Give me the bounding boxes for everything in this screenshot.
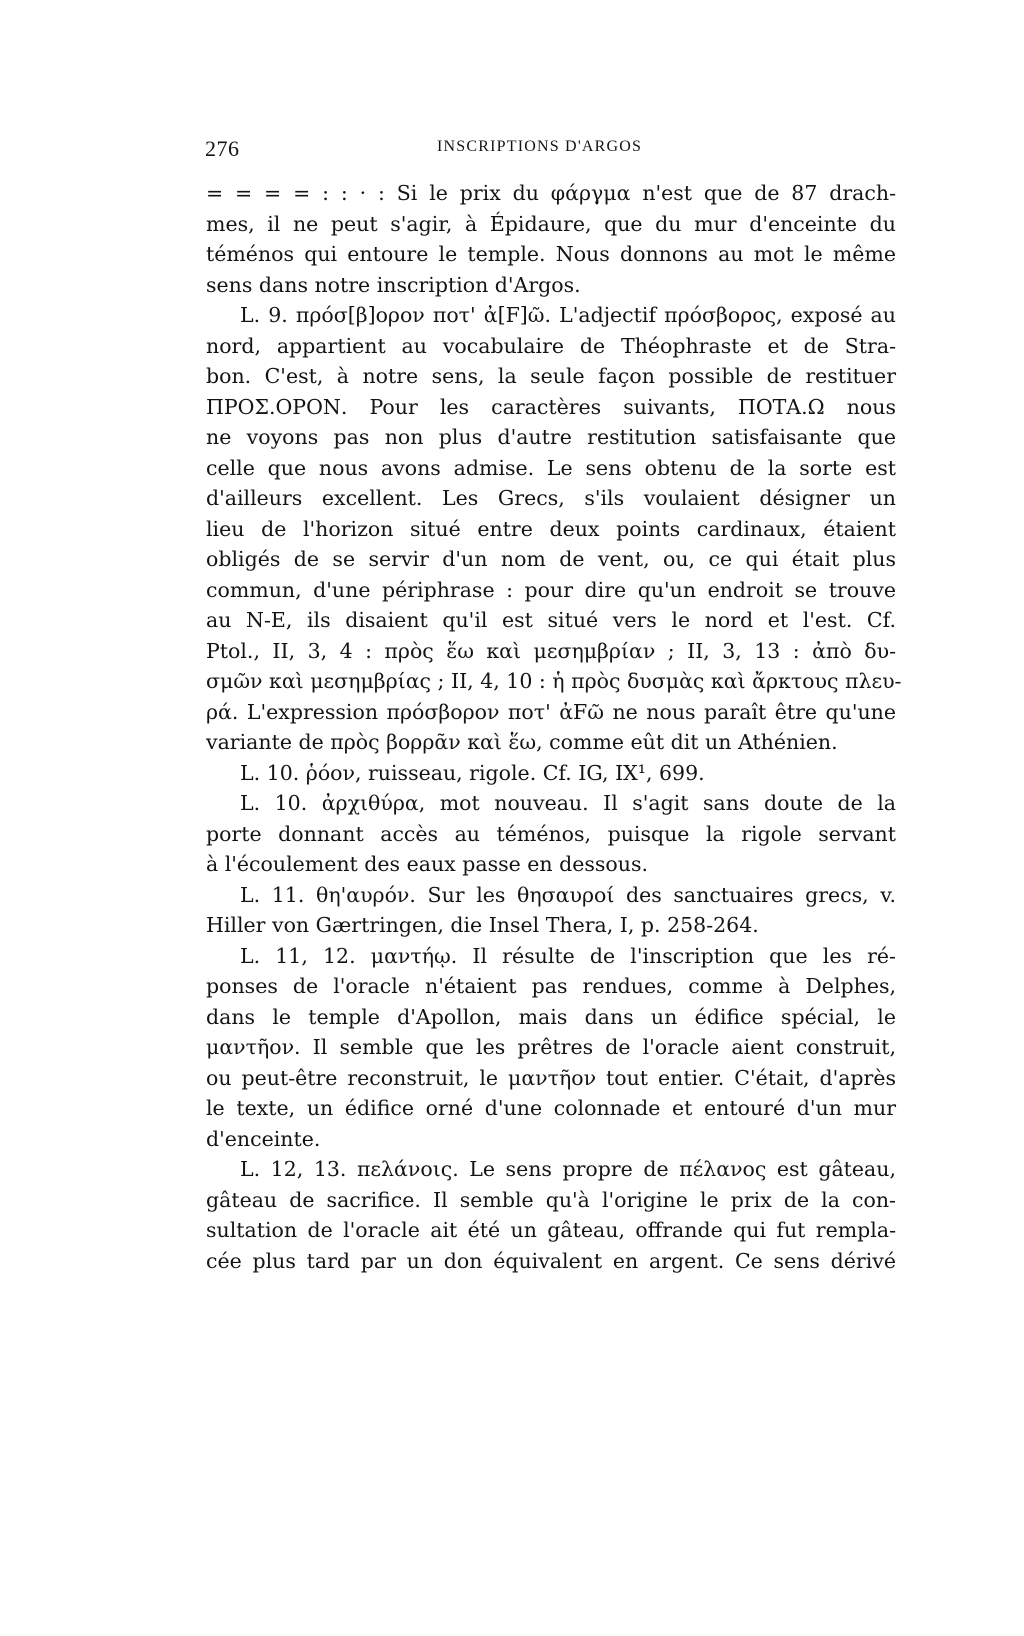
text-line: ΠΡΟΣ.ΟΡΟΝ. Pour les caractères suivants, ΠΟΤΑ.Ω nous <box>206 394 896 419</box>
text-line: ponses de l'oracle n'étaient pas rendues, comme à Delphes, <box>206 974 896 998</box>
text-line: nord, appartient au vocabulaire de Théophraste et de Stra- <box>206 333 896 358</box>
text-line: celle que nous avons admise. Le sens obtenu de la sorte est <box>206 455 896 480</box>
text-line: L. 10. ἀρχιθύρα, mot nouveau. Il s'agit sans doute de la <box>240 791 896 815</box>
text-line: sultation de l'oracle ait été un gâteau, offrande qui fut rempla- <box>206 1218 896 1242</box>
text-line: Hiller von Gærtringen, die Insel Thera, I, p. 258-264. <box>206 913 759 937</box>
text-line: commun, d'une périphrase : pour dire qu'un endroit se trouve <box>206 577 896 602</box>
text-line: ou peut-être reconstruit, le μαντῆον tout entier. C'était, d'après <box>206 1065 896 1090</box>
text-line: ρά. L'expression πρόσβορον ποτ' ἀFῶ ne nous paraît être qu'une <box>206 699 896 724</box>
text-line: téménos qui entoure le temple. Nous donnons au mot le même <box>206 242 896 266</box>
text-line: variante de πρὸς βορρᾶν καὶ ἕω, comme eût dit un Athénien. <box>206 730 838 754</box>
page-number: 276 <box>205 136 240 161</box>
text-line: L. 9. πρόσ[β]ορον ποτ' ἀ[F]ῶ. L'adjectif πρόσβορος, exposé au <box>240 303 896 327</box>
text-line: lieu de l'horizon situé entre deux points cardinaux, étaient <box>206 516 896 541</box>
running-title: INSCRIPTIONS D'ARGOS <box>437 138 643 155</box>
text-line: L. 11, 12. μαντήῳ. Il résulte de l'inscription que les ré- <box>240 943 896 968</box>
text-line: = = = = : : · : Si le prix du φάργμα n'est que de 87 drach- <box>206 181 896 205</box>
text-line: sens dans notre inscription d'Argos. <box>206 272 581 297</box>
text-line: L. 10. ῥόον, ruisseau, rigole. Cf. IG, IX¹, 699. <box>240 760 705 785</box>
text-line: d'enceinte. <box>206 1126 321 1151</box>
text-line: porte donnant accès au téménos, puisque la rigole servant <box>206 821 896 846</box>
text-line: le texte, un édifice orné d'une colonnade et entouré d'un mur <box>206 1096 896 1120</box>
text-line: Ptol., II, 3, 4 : πρὸς ἕω καὶ μεσημβρίαν ; II, 3, 13 : ἀπὸ δυ- <box>206 638 896 663</box>
text-line: à l'écoulement des eaux passe en dessous. <box>206 852 648 876</box>
running-head <box>0 128 1024 168</box>
text-line: L. 12, 13. πελάνοις. Le sens propre de πέλανος est gâteau, <box>240 1157 896 1181</box>
text-line: au N-E, ils disaient qu'il est situé vers le nord et l'est. Cf. <box>206 608 896 632</box>
text-line: d'ailleurs excellent. Les Grecs, s'ils voulaient désigner un <box>206 486 896 510</box>
text-line: dans le temple d'Apollon, mais dans un édifice spécial, le <box>206 1004 896 1029</box>
text-line: σμῶν καὶ μεσημβρίας ; II, 4, 10 : ἡ πρὸς δυσμὰς καὶ ἄρκτους πλευ- <box>206 669 902 693</box>
text-line: bon. C'est, à notre sens, la seule façon possible de restituer <box>206 364 896 388</box>
text-line: μαντῆον. Il semble que les prêtres de l'oracle aient construit, <box>206 1035 896 1059</box>
text-line: mes, il ne peut s'agir, à Épidaure, que du mur d'enceinte du <box>206 211 896 236</box>
text-line: ne voyons pas non plus d'autre restitution satisfaisante que <box>206 425 896 449</box>
body-text <box>206 178 902 1276</box>
text-line: obligés de se servir d'un nom de vent, ou, ce qui était plus <box>206 547 896 571</box>
text-line: cée plus tard par un don équivalent en argent. Ce sens dérivé <box>206 1248 896 1273</box>
text-line: gâteau de sacrifice. Il semble qu'à l'origine le prix de la con- <box>206 1187 896 1212</box>
text-line: L. 11. θη'αυρόν. Sur les θησαυροί des sanctuaires grecs, v. <box>240 882 896 907</box>
